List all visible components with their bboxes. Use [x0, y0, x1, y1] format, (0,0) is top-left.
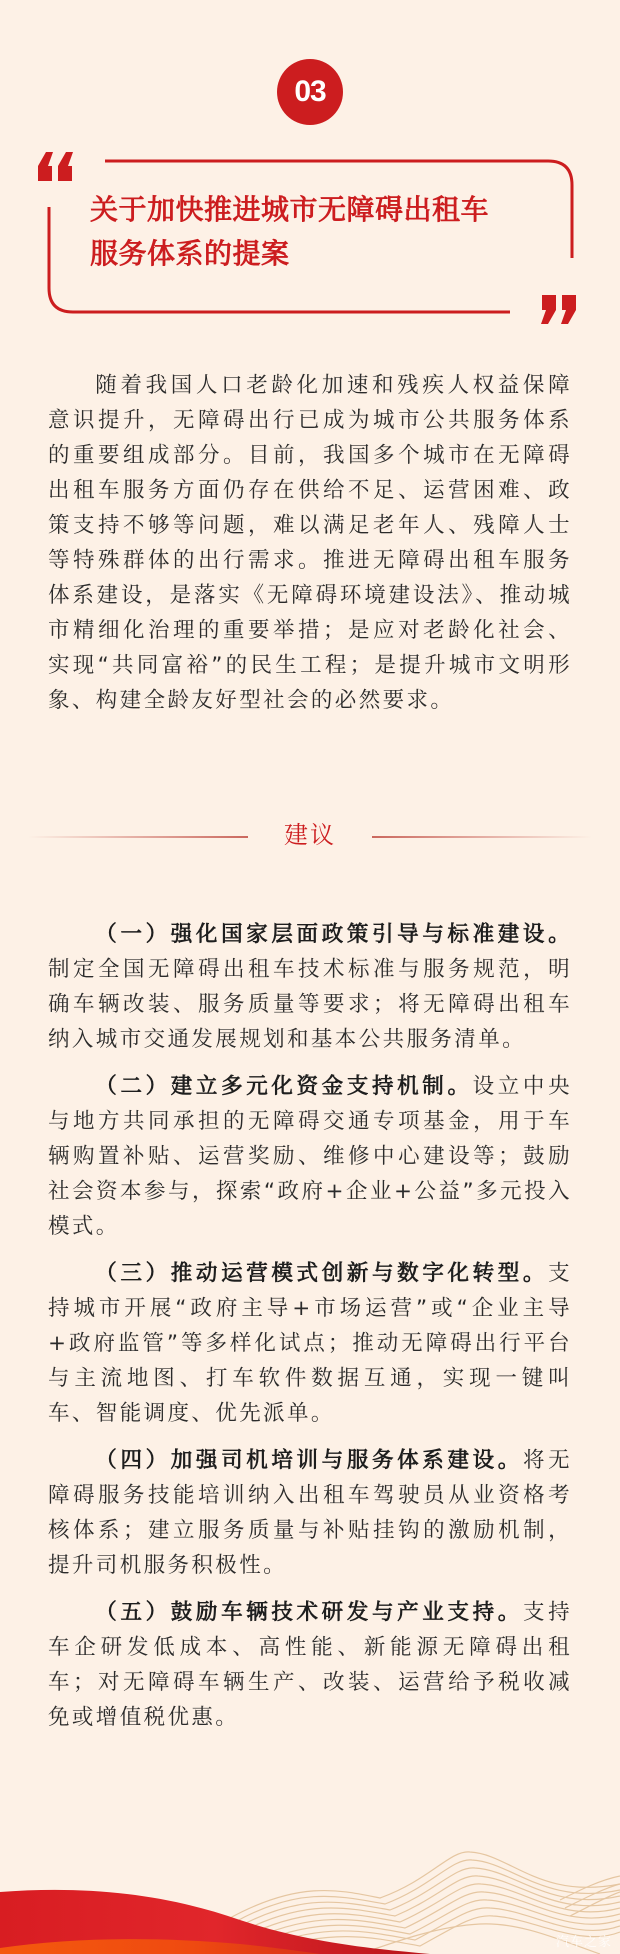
suggestion-body: 支持城市开展“政府主导+市场运营”或“企业主导+政府监管”等多样化试点；推动无障碍出行平台与主流地图、打车软件数据互通，实现一键叫车、智能调度、优先派单。 — [48, 1261, 572, 1426]
suggestion-body: 将无障碍服务技能培训纳入出租车驾驶员从业资格考核体系；建立服务质量与补贴挂钩的激励机制，提升司机服务积极性。 — [48, 1448, 572, 1578]
wave-decoration-icon — [0, 1800, 620, 1954]
intro-paragraph: 随着我国人口老龄化加速和残疾人权益保障意识提升，无障碍出行已成为城市公共服务体系的重要组成部分。目前，我国多个城市在无障碍出租车服务方面仍存在供给不足、运营困难、政策支持不够等问题，难以满足老年人、残障人士等特殊群体的出行需求。推进无障碍出租车服务体系建设，是落实《无障碍环境建设法》、推动城市精细化治理的重要举措；是应对老龄化社会、实现“共同富裕”的民生工程；是提升城市文明形象、构建全龄友好型社会的必然要求。 — [48, 373, 572, 713]
close-quote-icon — [541, 295, 576, 324]
proposal-title — [90, 188, 560, 276]
open-quote-icon — [38, 152, 73, 181]
divider-line-right — [372, 836, 592, 838]
section-number-badge: 03 — [277, 59, 343, 125]
suggestion-body: 支持车企研发低成本、高性能、新能源无障碍出租车；对无障碍车辆生产、改装、运营给予税收减免或增值税优惠。 — [48, 1600, 572, 1730]
suggestions-list — [48, 917, 572, 1747]
suggestion-heading: （三）推动运营模式创新与数字化转型。 — [95, 1261, 549, 1286]
section-divider — [28, 812, 592, 852]
suggestion-item — [48, 917, 572, 1057]
watermark: 汽车之家 — [555, 1935, 612, 1950]
suggestion-heading: （一）强化国家层面政策引导与标准建设。 — [95, 922, 572, 947]
suggestion-item — [48, 1069, 572, 1244]
title-line-2: 服务体系的提案 — [90, 237, 290, 270]
title-line-1: 关于加快推进城市无障碍出租车 — [90, 193, 490, 226]
suggestion-body: 制定全国无障碍出租车技术标准与服务规范，明确车辆改装、服务质量等要求；将无障碍出租车纳入城市交通发展规划和基本公共服务清单。 — [48, 957, 572, 1052]
suggestion-body: 设立中央与地方共同承担的无障碍交通专项基金，用于车辆购置补贴、运营奖励、维修中心建设等；鼓励社会资本参与，探索“政府+企业+公益”多元投入模式。 — [48, 1074, 572, 1239]
suggestion-heading: （五）鼓励车辆技术研发与产业支持。 — [95, 1600, 523, 1625]
suggestion-item — [48, 1443, 572, 1583]
suggestion-heading: （四）加强司机培训与服务体系建设。 — [95, 1448, 523, 1473]
title-frame — [0, 0, 620, 340]
footer-decoration — [0, 1800, 620, 1954]
section-heading: 建议 — [284, 821, 336, 849]
suggestion-item — [48, 1256, 572, 1431]
suggestion-heading: （二）建立多元化资金支持机制。 — [95, 1074, 473, 1099]
suggestion-item — [48, 1595, 572, 1735]
